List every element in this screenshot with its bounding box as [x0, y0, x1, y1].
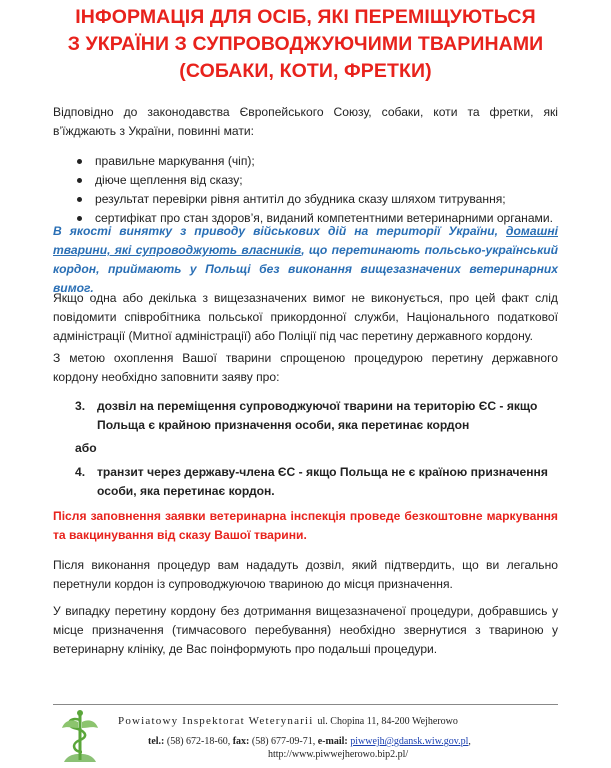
list-item-text: правильне маркування (чіп); — [95, 154, 255, 168]
option-item-4 — [75, 463, 560, 501]
organization-name: Powiatowy Inspektorat Weterynarii — [118, 715, 314, 727]
organization-address: ul. Chopina 11, 84-200 Wejherowo — [317, 716, 458, 727]
or-separator: або — [75, 441, 97, 455]
option-item-3 — [75, 397, 560, 435]
option-text: дозвіл на переміщення супроводжуючої тварини на територію ЄС - якщо Польща є крайною призначення особи, яка перетинає кордон — [97, 399, 538, 432]
exception-paragraph — [53, 222, 558, 298]
list-item — [75, 190, 553, 209]
website-link[interactable]: http://www.piwwejherowo.bip2.pl/ — [268, 749, 409, 760]
list-item-text: діюче щеплення від сказу; — [95, 173, 243, 187]
bullet-icon — [77, 216, 82, 221]
tel-value: (58) 672-18-60, — [164, 736, 233, 747]
list-item-text: сертифікат про стан здоров’я, виданий компетентними ветеринарними органами. — [95, 211, 553, 225]
list-item — [75, 152, 553, 171]
purpose-paragraph: З метою охоплення Вашої тварини спрощеною процедурою перетину державного кордону необхідно заповнити заяву про: — [53, 351, 558, 384]
option-text: транзит через державу-члена ЄС - якщо Польща не є країною призначення особи, яка перетинає кордон. — [97, 465, 548, 498]
intro-paragraph: Відповідно до законодавства Європейського Союзу, собаки, коти та фретки, які в’їжджають з України, повинні мати: — [53, 105, 558, 138]
fax-label: fax: — [232, 736, 250, 747]
title-line-1: ІНФОРМАЦІЯ ДЛЯ ОСІБ, ЯКІ ПЕРЕМІЩУЮТЬСЯ — [75, 6, 536, 28]
bullet-icon — [77, 159, 82, 164]
email-label: e-mail: — [317, 736, 348, 747]
list-item-text: результат перевірки рівня антитіл до збудника сказу шляхом титрування; — [95, 192, 506, 206]
title-line-3: (СОБАКИ, КОТИ, ФРЕТКИ) — [179, 60, 432, 82]
after-procedures-paragraph: Після виконання процедур вам нададуть дозвіл, який підтвердить, що ви легально перетнули кордон із супроводжуючою твариною до місця призначення. — [53, 558, 558, 591]
no-procedure-paragraph: У випадку перетину кордону без дотримання вищезазначеної процедури, добравшись у місце призначення (тимчасового перебування) необхідно звернутися з твариною у ветеринарну клініку, де Вас поінформують про подальші процедури. — [53, 604, 558, 656]
list-item — [75, 171, 553, 190]
bullet-icon — [77, 178, 82, 183]
option-number: 3. — [75, 399, 86, 413]
exception-text-1: В якості винятку з приводу військових дій на території України, — [53, 224, 507, 238]
tel-label: tel.: — [148, 736, 165, 747]
page-title — [30, 4, 581, 85]
footer-contact — [148, 735, 568, 761]
title-line-2: З УКРАЇНИ З СУПРОВОДЖУЮЧИМИ ТВАРИНАМИ — [67, 33, 544, 55]
contact-line: tel.: (58) 672-18-60, fax: (58) 677-09-71, e-mail: piwwejh@gdansk.wiw.gov.pl, — [148, 736, 471, 747]
footer-organization — [118, 715, 458, 727]
after-application-paragraph: Після заповнення заявки ветеринарна інспекція проведе безкоштовне маркування та вакцинування від сказу Вашої тварини. — [53, 509, 558, 542]
footer-divider — [53, 704, 558, 705]
option-number: 4. — [75, 465, 86, 479]
bullet-icon — [77, 197, 82, 202]
requirements-list — [75, 152, 553, 228]
email-link[interactable]: piwwejh@gdansk.wiw.gov.pl — [350, 736, 469, 747]
exception-text-underlined: домашні тварини, які супроводжують власників — [53, 224, 558, 257]
website-line — [148, 748, 568, 761]
fax-value: (58) 677-09-71, — [249, 736, 318, 747]
veterinary-logo-icon — [60, 708, 100, 764]
noncompliance-paragraph: Якщо одна або декілька з вищезазначених вимог не виконується, про цей факт слід повідомити співробітника польської прикордонної служби, Національного податкової адміністрації (Митної адміністрації) або Поліції під час перетину державного кордону. — [53, 291, 558, 343]
exception-text-2: , що перетинають польсько-український кордон, приймають у Польщі без виконання вищезазначених ветеринарних вимог. — [53, 243, 558, 295]
